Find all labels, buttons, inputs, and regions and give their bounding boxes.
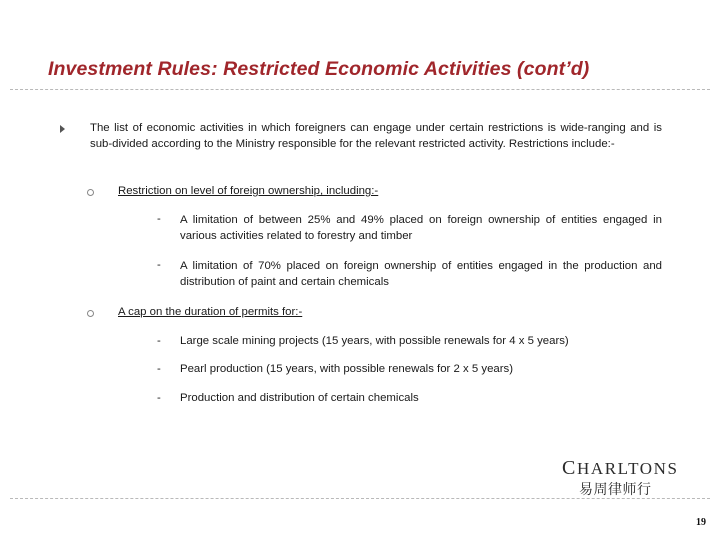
list-item: Pearl production (15 years, with possible renewals for 2 x 5 years) (180, 363, 514, 375)
dash-bullet: - (157, 363, 161, 375)
logo-word-rest: HARLTONS (576, 459, 679, 478)
list-item: A limitation of between 25% and 49% placed on foreign ownership of entities engaged in various activities related to forestry and timber (180, 214, 662, 242)
logo-initial: C (562, 457, 577, 479)
dash-bullet: - (157, 213, 161, 225)
logo-chinese-name: 易周律师行 (579, 482, 652, 498)
top-divider (10, 89, 710, 90)
dash-bullet: - (157, 259, 161, 271)
arrow-bullet-icon (60, 125, 65, 133)
slide-title: Investment Rules: Restricted Economic Activities (cont’d) (48, 58, 590, 80)
bottom-divider (10, 498, 710, 499)
section-title-permits: A cap on the duration of permits for:- (118, 306, 303, 318)
circle-bullet-icon (87, 189, 94, 196)
list-item: Large scale mining projects (15 years, with possible renewals for 4 x 5 years) (180, 335, 569, 347)
logo-wordmark (562, 457, 682, 480)
circle-bullet-icon (87, 310, 94, 317)
charltons-logo (562, 457, 682, 498)
dash-bullet: - (157, 335, 161, 347)
intro-paragraph (60, 121, 662, 152)
intro-text: The list of economic activities in which foreigners can engage under certain restrictions is wide-ranging and is sub-divided according to the Ministry responsible for the relevant restricted activity. Restrictions include:- (90, 122, 662, 150)
dash-bullet: - (157, 392, 161, 404)
section-title-ownership: Restriction on level of foreign ownership, including:- (118, 185, 379, 197)
page-number: 19 (696, 517, 706, 528)
list-item: Production and distribution of certain chemicals (180, 392, 419, 404)
list-item: A limitation of 70% placed on foreign ownership of entities engaged in the production and distribution of paint and certain chemicals (180, 260, 662, 288)
